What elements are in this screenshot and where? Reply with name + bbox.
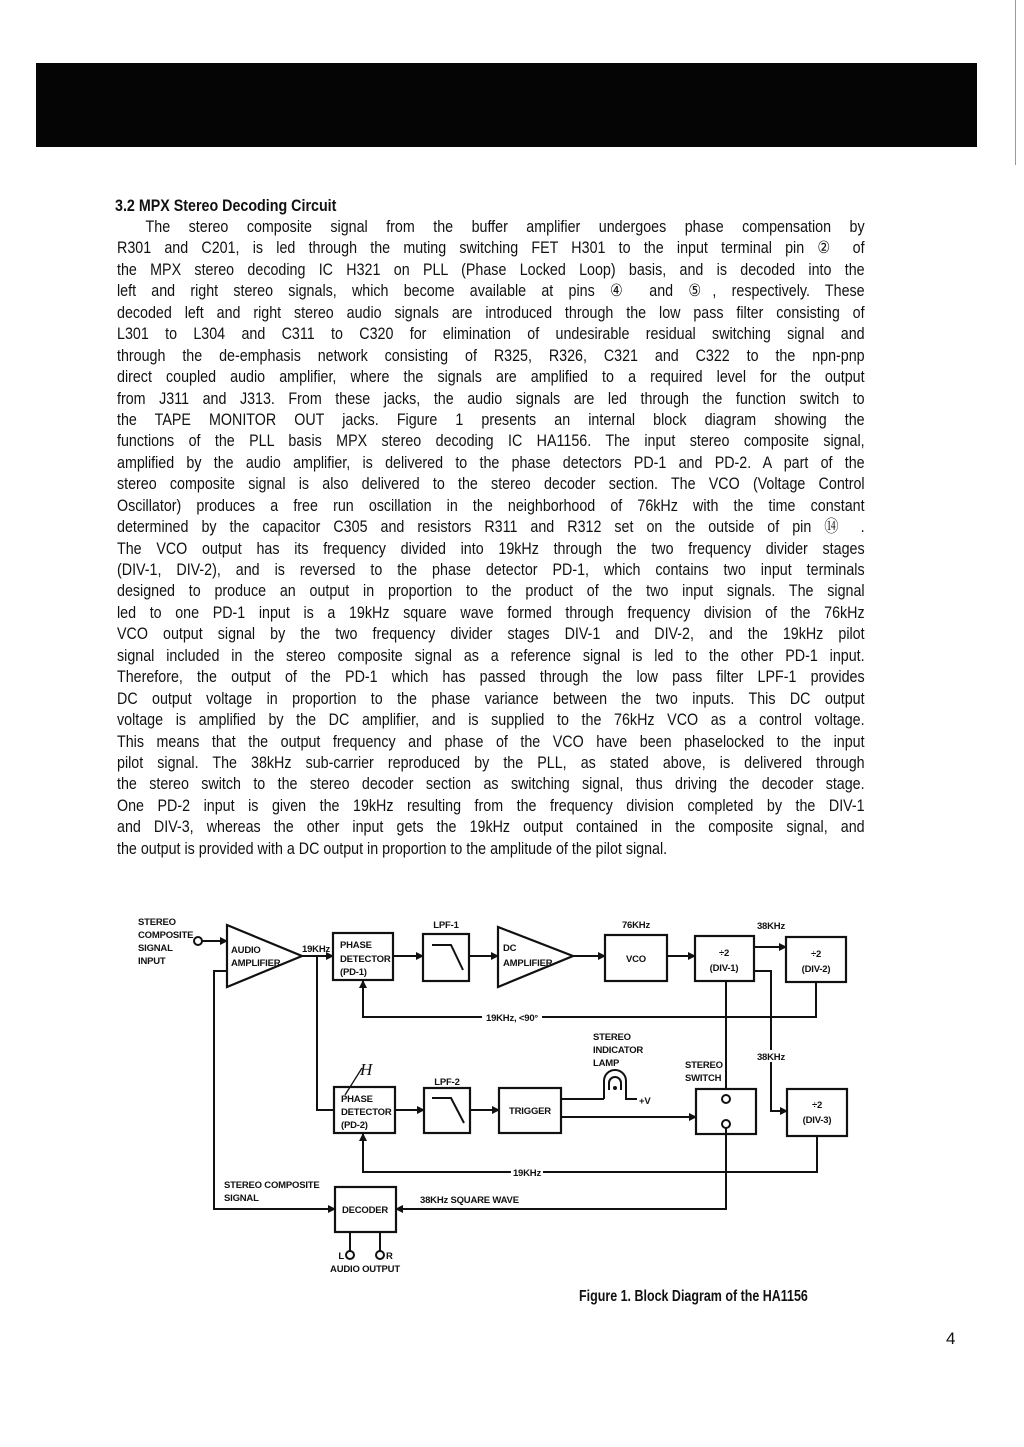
decoder-label: DECODER — [341, 1205, 389, 1216]
input-label: INPUT — [138, 956, 166, 967]
text-line: determined by the capacitor C305 and resistors R311 and R312 set on the outside of pin ⑭ . — [117, 517, 865, 537]
pd2-label: PHASE — [341, 1094, 373, 1105]
text-line: from J311 and J313. From these jacks, the audio signals are led through the function switch to — [117, 388, 865, 408]
div2-to-pd1-feedback-wire — [363, 981, 816, 1017]
div3-in-freq-label: 38KHz — [756, 1052, 786, 1063]
div2-label: ÷2 — [810, 949, 822, 960]
pd1-label: DETECTOR — [340, 954, 391, 965]
text-line: the MPX stereo decoding IC H321 on PLL (Phase Locked Loop) basis, and is decoded into the — [117, 259, 865, 279]
text-line: and DIV-3, whereas the other input gets the 19kHz output contained in the composite signal, and — [117, 817, 865, 837]
left-output-label: L — [338, 1251, 344, 1262]
vco-freq-label: 76KHz — [621, 920, 651, 931]
text-line: led to one PD-1 input is a 19kHz square wave formed through frequency division of the 76kHz — [117, 602, 865, 622]
text-line: through the de-emphasis network consisting of R325, R326, C321 and C322 to the npn-pnp — [117, 345, 865, 365]
text-line: designed to produce an output in proportion to the product of the two input signals. The signal — [117, 581, 865, 601]
lpf2-label: LPF-2 — [434, 1077, 460, 1088]
composite-label: SIGNAL — [224, 1193, 259, 1204]
div2-block — [786, 937, 846, 982]
text-line: The stereo composite signal from the buffer amplifier undergoes phase compensation by — [145, 217, 865, 236]
amp-to-pd2-wire — [317, 956, 334, 1110]
figure-caption: Figure 1. Block Diagram of the HA1156 — [579, 1288, 808, 1305]
pd2-label: DETECTOR — [341, 1107, 392, 1118]
right-output-label: R — [386, 1251, 393, 1262]
decoder-block — [330, 1187, 400, 1275]
text-line: The VCO output has its frequency divided into 19kHz through the two frequency divider stages — [117, 538, 865, 558]
lpf1-block — [423, 920, 469, 981]
amplifier-triangle-icon — [498, 927, 573, 987]
dc-amplifier-block — [498, 927, 573, 987]
composite-label: STEREO COMPOSITE — [224, 1180, 320, 1191]
audio-amplifier-block — [227, 925, 302, 987]
section-heading: 3.2 MPX Stereo Decoding Circuit — [115, 196, 337, 215]
text-line: L301 to L304 and C311 to C320 for elimination of undesirable residual switching signal and — [117, 324, 865, 344]
div3-label: ÷2 — [811, 1100, 823, 1111]
lamp-label: STEREO — [593, 1032, 631, 1043]
text-line: stereo composite signal is also delivered to the stereo decoder section. The VCO (Voltage Control — [117, 474, 865, 494]
lamp-filament-dot — [613, 1086, 617, 1090]
div3-box — [787, 1089, 847, 1136]
input-terminal-icon — [194, 937, 202, 945]
dc-amp-label: AMPLIFIER — [503, 958, 553, 969]
handwritten-correction: H — [360, 1060, 373, 1079]
text-line: signal included in the stereo composite signal as a reference signal is led to the other PD-1 input. — [117, 645, 865, 665]
page-number: 4 — [946, 1329, 956, 1348]
div1-label: ÷2 — [718, 948, 730, 959]
amp-out-freq-label: 19KHz — [302, 944, 331, 955]
trigger-label: TRIGGER — [509, 1106, 551, 1117]
dc-amp-label: DC — [503, 943, 517, 954]
text-line: left and right stereo signals, which become available at pins ④ and ⑤, respectively. These — [117, 281, 865, 301]
phase-detector-1-block — [333, 933, 393, 980]
lpf2-box — [424, 1088, 470, 1133]
text-line: direct coupled audio amplifier, where the signals are amplified to a required level for the output — [117, 367, 865, 387]
switch-label: SWITCH — [685, 1073, 722, 1084]
square-wave-label: 38KHz SQUARE WAVE — [420, 1195, 519, 1206]
div1-label: (DIV-1) — [709, 963, 739, 974]
audio-output-label: AUDIO OUTPUT — [330, 1264, 400, 1275]
text-line: Oscillator) produces a free run oscillation in the neighborhood of 76kHz with the time constant — [117, 495, 865, 515]
text-line: voltage is amplified by the DC amplifier, and is supplied to the 76kHz VCO as a control voltage. — [117, 710, 865, 730]
pd1-label: PHASE — [340, 940, 372, 951]
pd1-label: (PD-1) — [340, 967, 367, 978]
div3-block — [787, 1089, 847, 1136]
text-line: functions of the PLL basis MPX stereo decoding IC HA1156. The input stereo composite signal, — [117, 431, 865, 451]
input-label: STEREO — [138, 917, 176, 928]
signal-input — [138, 917, 227, 967]
div3-to-pd2-feedback-wire — [363, 1134, 817, 1172]
text-line: the stereo switch to the stereo decoder section as switching signal, thus driving the decoder stage. — [117, 774, 865, 794]
text-line: This means that the output frequency and phase of the VCO have been phaselocked to the input — [117, 731, 865, 751]
input-label: COMPOSITE — [138, 930, 194, 941]
div1-to-div3-wire — [754, 971, 787, 1111]
audio-amp-label: AUDIO — [231, 945, 261, 956]
text-line: DC output voltage in proportion to the phase variance between the two inputs. This DC output — [117, 688, 865, 708]
stereo-indicator-lamp — [561, 1032, 651, 1107]
lpf1-label: LPF-1 — [433, 920, 459, 931]
vco-label: VCO — [626, 954, 646, 965]
audio-amp-label: AMPLIFIER — [231, 958, 281, 969]
div1-block — [695, 936, 754, 981]
stereo-switch-block — [685, 1060, 756, 1134]
lamp-label: INDICATOR — [593, 1045, 644, 1056]
text-line: One PD-2 input is given the 19kHz resulting from the frequency division completed by the DIV-1 — [117, 795, 865, 815]
div1-out-freq-label: 38KHz — [756, 921, 786, 932]
pd2-feedback-label: 19KHz — [512, 1168, 542, 1179]
div2-label: (DIV-2) — [801, 964, 831, 975]
lpf2-block — [424, 1077, 470, 1133]
div3-label: (DIV-3) — [802, 1115, 832, 1126]
text-line: Therefore, the output of the PD-1 which has passed through the low pass filter LPF-1 provides — [117, 667, 865, 687]
pd2-label: (PD-2) — [341, 1120, 368, 1131]
input-label: SIGNAL — [138, 943, 173, 954]
text-line: decoded left and right stereo audio signals are introduced through the low pass filter consisting of — [117, 302, 865, 322]
text-line: (DIV-1, DIV-2), and is reversed to the phase detector PD-1, which contains two input terminals — [117, 560, 865, 579]
plus-v-label: +V — [639, 1096, 651, 1107]
trigger-block — [499, 1088, 561, 1133]
left-output-terminal-icon — [346, 1251, 354, 1259]
pd1-feedback-label: 19KHz, <90° — [485, 1013, 539, 1024]
switch-label: STEREO — [685, 1060, 723, 1071]
text-line: amplified by the audio amplifier, is delivered to the phase detectors PD-1 and PD-2. A part of the — [117, 452, 865, 472]
lamp-label: LAMP — [593, 1058, 620, 1069]
text-line: VCO output signal by the two frequency divider stages DIV-1 and DIV-2, and the 19kHz pilot — [117, 624, 865, 644]
text-line: R301 and C201, is led through the muting switching FET H301 to the input terminal pin ② of — [117, 238, 865, 258]
lpf1-box — [423, 934, 469, 981]
amplifier-triangle-icon — [227, 925, 302, 987]
text-line: the output is provided with a DC output in proportion to the amplitude of the pilot signal. — [117, 838, 668, 858]
vco-block — [605, 920, 667, 981]
right-output-terminal-icon — [376, 1251, 384, 1259]
phase-detector-2-block — [334, 1060, 395, 1133]
text-line: pilot signal. The 38kHz sub-carrier reproduced by the PLL, as stated above, is delivered through — [117, 752, 865, 772]
text-line: the TAPE MONITOR OUT jacks. Figure 1 presents an internal block diagram showing the — [117, 409, 865, 429]
